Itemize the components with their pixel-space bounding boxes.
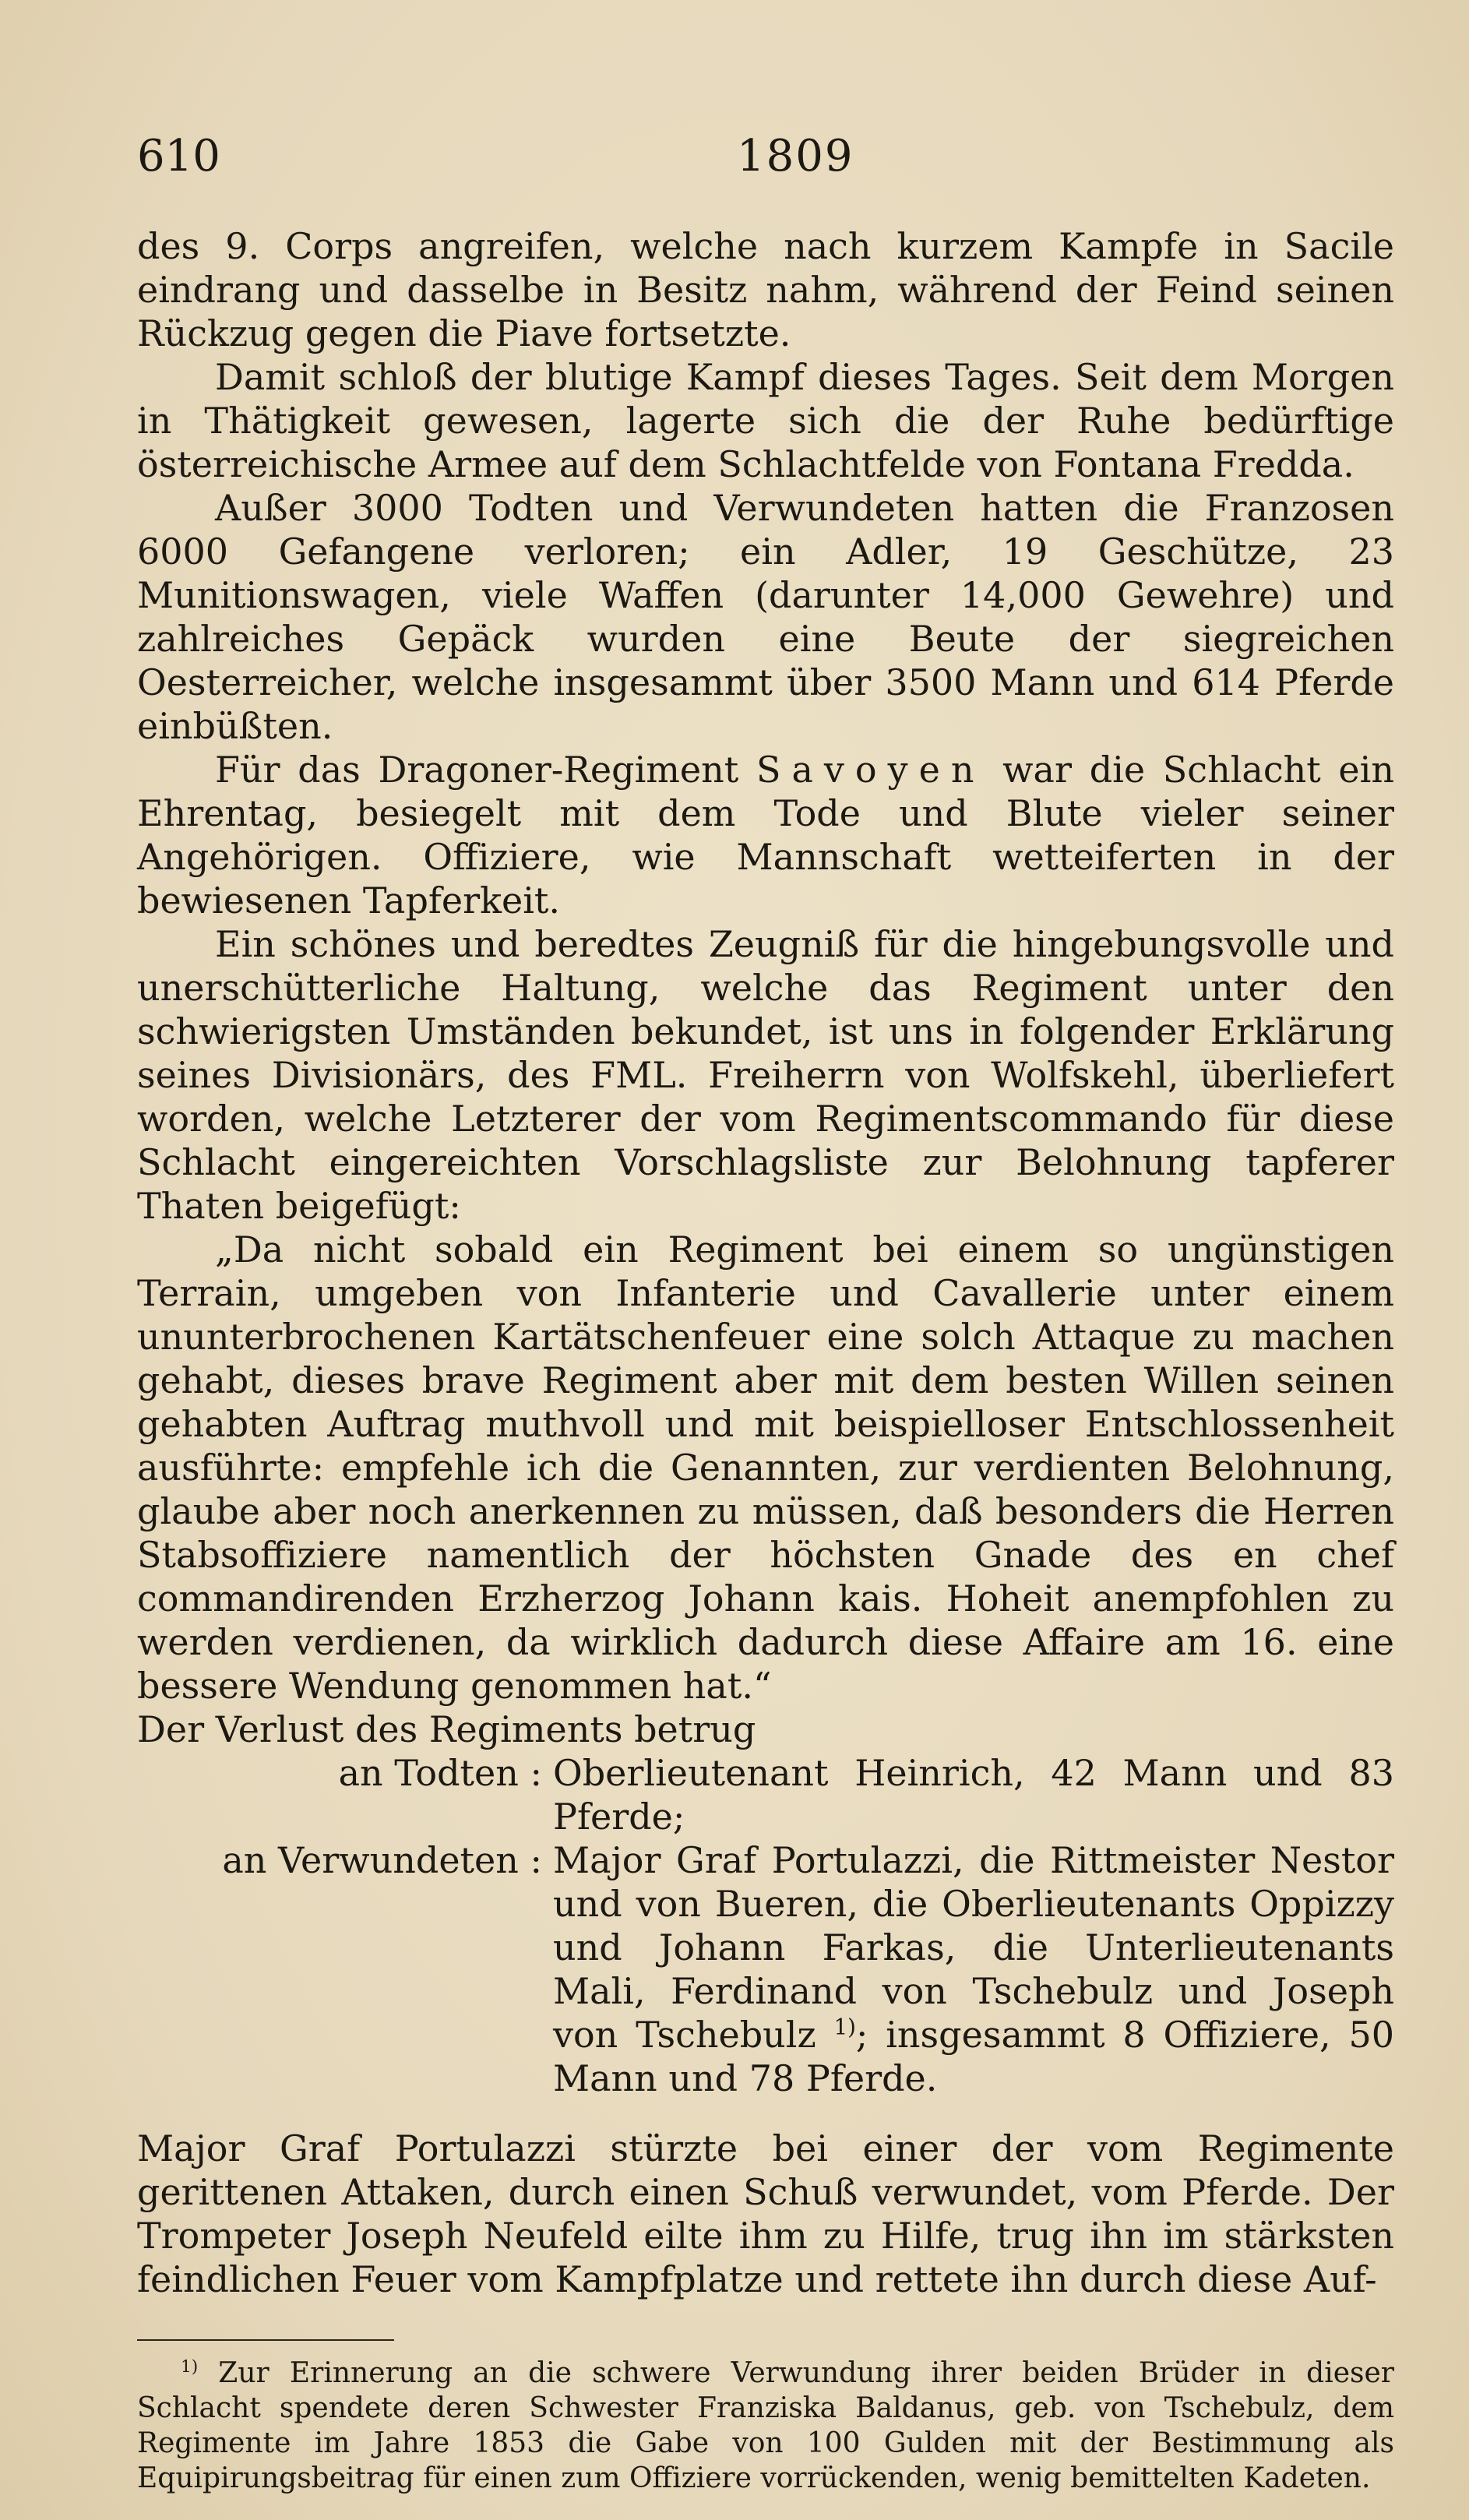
page-header	[137, 131, 1391, 201]
text-fragment: Major Graf Portulazzi, die Rittmeister Nestor und von Bueren, die Oberlieutenants Oppizzy und Johann Farkas, die Unterlieutenants Mali, Ferdinand von Tschebulz und Joseph von Tschebulz	[553, 1839, 1394, 2056]
paragraph-casualties: Außer 3000 Todten und Verwundeten hatten die Franzosen 6000 Gefangene verloren; ein Adler, 19 Geschütze, 23 Munitionswagen, viele Waffen (darunter 14,000 Gewehre) und zahlreiches Gepäck wurden eine Beute der siegreichen Oesterreicher, welche insgesammt über 3500 Mann und 614 Pferde einbüßten.	[137, 487, 1394, 747]
footnote-rule	[137, 2339, 394, 2341]
losses-wounded-label: an Verwundeten :	[222, 1839, 542, 1881]
paragraph-battle-end: Damit schloß der blutige Kampf dieses Tages. Seit dem Morgen in Thätigkeit gewesen, lagerte sich die der Ruhe bedürftige österreichische Armee auf dem Schlachtfelde von Fontana Fredda.	[137, 356, 1394, 485]
paragraph-portulazzi: Major Graf Portulazzi stürzte bei einer der vom Regimente gerittenen Attaken, durch einen Schuß verwundet, vom Pferde. Der Trompeter Joseph Neufeld eilte ihm zu Hilfe, trug ihn im stärksten feindlichen Feuer vom Kampfplatze und rettete ihn durch diese Auf-	[137, 2127, 1394, 2300]
paragraph-continuation: des 9. Corps angreifen, welche nach kurzem Kampfe in Sacile eindrang und dasselbe in Besitz nahm, während der Feind seinen Rückzug gegen die Piave fortsetzte.	[137, 225, 1394, 354]
main-text	[137, 224, 1394, 2301]
regiment-name-spaced: Savoyen	[756, 749, 985, 791]
text-fragment: ; insgesammt 8 Offiziere, 50 Mann und 78 Pferde.	[553, 2014, 1394, 2099]
footnote-text	[137, 2356, 1394, 2496]
text-fragment: Zur Erinnerung an die schwere Verwundung ihrer beiden Brüder in dieser Schlacht spendete deren Schwester Franziska Baldanus, geb. von Tschebulz, dem Regimente im Jahre 1853 die Gabe von 100 Gulden mit der Bestimmung als Equipirungsbeitrag für einen zum Offiziere vorrückenden, wenig bemittelten Kadeten.	[137, 2357, 1394, 2494]
losses-dead-value: Oberlieutenant Heinrich, 42 Mann und 83 Pferde;	[553, 1752, 1394, 1838]
quoted-declaration: „Da nicht sobald ein Regiment bei einem so ungünstigen Terrain, umgeben von Infanterie und Cavallerie unter einem ununterbrochenen Kartätschenfeuer eine solch Attaque zu machen gehabt, dieses brave Regiment aber mit dem besten Willen seinen gehabten Auftrag muthvoll und mit beispielloser Entschlossenheit ausführte: empfehle ich die Genannten, zur verdienten Belohnung, glaube aber noch anerkennen zu müssen, daß besonders die Herren Stabsoffiziere namentlich der höchsten Gnade des en chef commandirenden Erzherzog Johann kais. Hoheit anempfohlen zu werden verdienen, da wirklich dadurch diese Affaire am 16. eine bessere Wendung genommen hat.“	[137, 1228, 1394, 1707]
spacer	[137, 2100, 1394, 2127]
footnote	[137, 2356, 1394, 2496]
losses-dead-row	[137, 1751, 1394, 1838]
footnote-reference: 1)	[833, 2014, 856, 2040]
losses-wounded-value	[553, 1838, 1394, 2100]
paragraph-testimony: Ein schönes und beredtes Zeugniß für die hingebungsvolle und unerschütterliche Haltung, welche das Regiment unter den schwierigsten Umständen bekundet, ist uns in folgender Erklärung seines Divisionärs, des FML. Freiherrn von Wolfskehl, überliefert worden, welche Letzterer der vom Regimentscommando für diese Schlacht eingereichten Vorschlagsliste zur Belohnung tapferer Thaten beigefügt:	[137, 923, 1394, 1227]
paragraph-dragoon-regiment	[137, 748, 1394, 922]
page-number: 610	[137, 131, 220, 182]
losses-wounded-row	[137, 1838, 1394, 2100]
text-fragment: Für das Dragoner-Regiment	[215, 749, 756, 791]
text-fragment: war die Schlacht ein Ehrentag, besiegelt mit dem Tode und Blute vieler seiner Angehörigen. Offiziere, wie Mannschaft wetteiferten in der bewiesenen Tapferkeit.	[137, 749, 1394, 922]
losses-intro: Der Verlust des Regiments betrug	[137, 1708, 756, 1750]
losses-dead-label: an Todten :	[338, 1752, 542, 1794]
running-head-year: 1809	[737, 131, 854, 182]
footnote-marker: 1)	[181, 2357, 199, 2377]
